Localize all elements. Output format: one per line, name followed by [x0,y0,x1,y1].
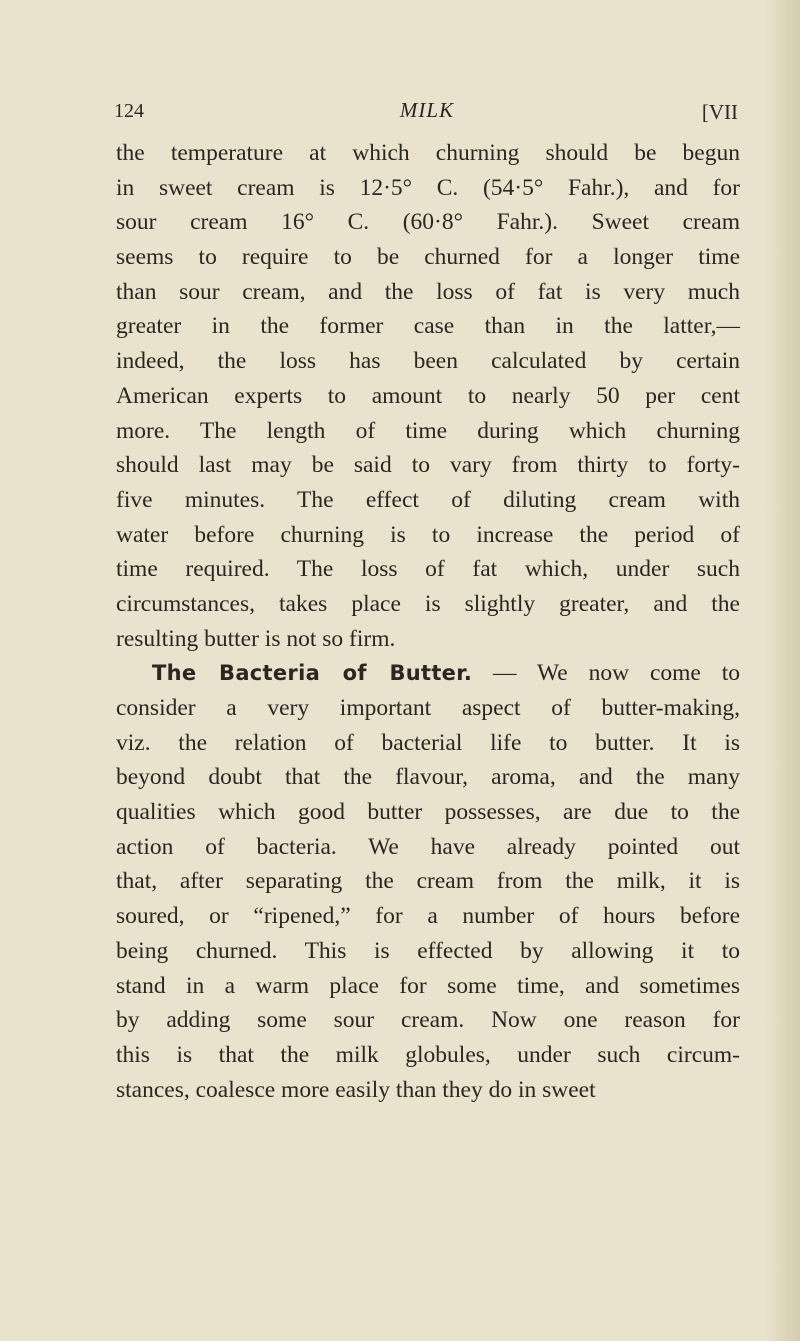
text-line: than sour cream, and the loss of fat is very much [116,278,740,305]
page-number: 124 [114,100,144,122]
text-line: more. The length of time during which churning [116,417,740,444]
text-line: American experts to amount to nearly 50 per cent [116,382,740,409]
text-line: time required. The loss of fat which, under such [116,556,740,583]
text-line: that, after separating the cream from the milk, it is [116,868,740,895]
section-heading: The Bacteria of Butter. [152,661,473,686]
text-line: in sweet cream is 12·5° C. (54·5° Fahr.), and for [116,174,740,201]
text-line: qualities which good butter possesses, are due to the [116,799,740,826]
text-line: this is that the milk globules, under such circum- [116,1041,740,1068]
text-line: seems to require to be churned for a longer time [116,244,740,271]
text-line: the temperature at which churning should be begun [116,140,740,166]
text-line: beyond doubt that the flavour, aroma, and the many [116,764,740,791]
text-line: action of bacteria. We have already pointed out [116,833,740,860]
text-line: soured, or “ripened,” for a number of hours before [116,903,740,930]
text-line: by adding some sour cream. Now one reason for [116,1007,740,1034]
text-line: five minutes. The effect of diluting cream with [116,486,740,513]
running-title: MILK [399,98,455,122]
chapter-mark: [VII [701,100,738,124]
text-line: indeed, the loss has been calculated by certain [116,348,740,375]
heading-line-text: — We now come to [472,660,740,687]
page-header [114,96,740,128]
page-edge-shadow [766,0,800,1341]
text-line: viz. the relation of bacterial life to butter. It is [116,729,740,756]
text-line: sour cream 16° C. (60·8° Fahr.). Sweet cream [116,209,740,236]
text-line: water before churning is to increase the period of [116,521,740,548]
text-line: should last may be said to vary from thirty to forty- [116,452,740,479]
text-line: greater in the former case than in the latter,— [116,313,740,340]
body-text [116,136,740,1107]
text-line: circumstances, takes place is slightly greater, and the [116,590,740,617]
text-line: stances, coalesce more easily than they do in sweet [116,1076,596,1103]
section-heading-line [116,656,740,691]
text-line: consider a very important aspect of butter-making, [116,695,740,721]
text-line: resulting butter is not so firm. [116,625,396,652]
text-line: being churned. This is effected by allowing it to [116,937,740,964]
text-line: stand in a warm place for some time, and sometimes [116,972,740,999]
